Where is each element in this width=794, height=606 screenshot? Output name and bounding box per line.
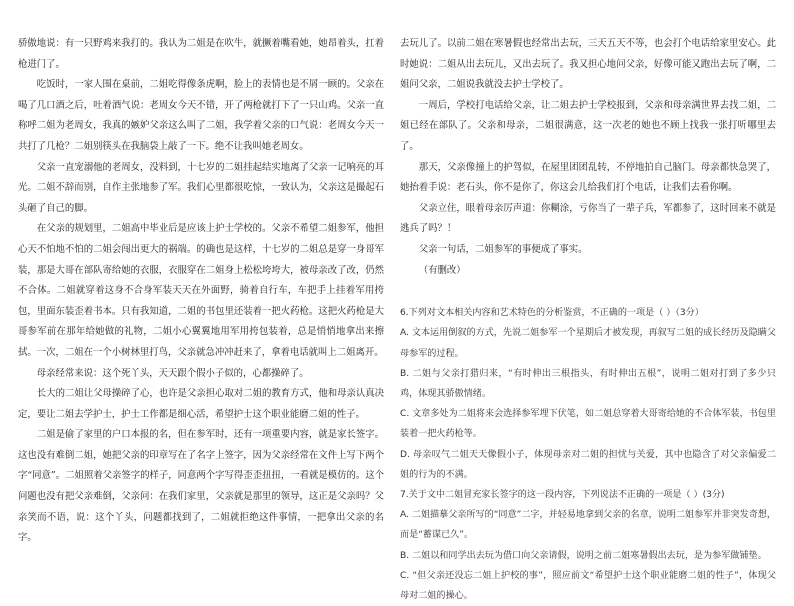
left-paragraph: 吃饭时，一家人围在桌前，二姐吃得像条虎啊，脸上的表情也是不屑一顾的。父亲在喝了几口酒之后，吐着酒气说：老周女今天不错，开了两枪就打下了一只山鸡。父亲一直称呼二姐为老周女，我真的嫉妒父亲这么叫了二姐，我学着父亲的口气说：老周女今天一共打了几枪？二姐别筷头在我脑袋上敲了一下。绝不让我叫她老周女。 bbox=[18, 79, 384, 152]
question-6-option-b: B. 二姐与父亲打猎归来，“有时伸出三根指头，有时伸出五根”，说明二姐对打到了多少只鸡，体现其骄傲情绪。 bbox=[400, 368, 776, 399]
left-column bbox=[18, 34, 384, 549]
question-7-option-a: A. 二姐描摹父亲所写的“同意”二字，并轻易地拿到父亲的名章，说明二姐参军并非突发奇想，而是“蓄谋已久”。 bbox=[400, 510, 776, 541]
right-paragraph: 一周后，学校打电话给父亲，让二姐去护士学校报到，父亲和母亲满世界去找二姐，二姐已经在部队了。父亲和母亲，二姐很满意，这一次老的她也不顾上找我一张打听哪里去了。 bbox=[400, 99, 776, 152]
right-paragraph: 父亲一句话，二姐参军的事便成了事实。 bbox=[418, 243, 588, 255]
right-paragraph: 去玩儿了。以前二姐在寒暑假也经常出去玩，三天五天不等，也会打个电话给家里安心。此时她说：二姐从出去玩儿，又出去玩了。我又担心地问父亲，好像可能又跑出去玩了啊，二姐问父亲，二姐说我就没去护士学校了。 bbox=[400, 38, 776, 91]
right-paragraph: 那天，父亲像撞上的护驾似，在屋里团团乱转，不停地拍自己脑门。母亲都快急哭了，她抬着手说：老石头，你不是你了，你这会儿给我们打个电话，让我们去看你啊。 bbox=[400, 161, 776, 194]
question-6-option-d: D. 母亲叹气二姐天天像假小子，体现母亲对二姐的担忧与关爱，其中也隐含了对父亲偏爱二姐的行为的不满。 bbox=[400, 449, 776, 480]
right-paragraph: 父亲立住，眼着母亲厉声道：你糊涂，亏你当了一辈子兵，军都参了，这时回来不就是逃兵了吗？！ bbox=[400, 202, 776, 235]
left-paragraph: 在父亲的规划里，二姐高中毕业后是应该上护士学校的。父亲不希望二姐参军，他担心天不怕地不怕的二姐会闯出更大的祸端。的确也是这样，十七岁的二姐总是穿一身哥军装，那是大哥在部队寄给她的衣服，衣服穿在二姐身上松松垮垮大，被母亲改了改，仍然不合体。二姐就穿着这身不合身军装天天在外面野，骑着自行车，车把手上挂着军用挎包，里面东装歪着书本。只有我知道，二姐的书包里还装着一把火药枪。这把火药枪是大哥参军前在那年给她做的礼物，二姐小心翼翼地用军用挎包装着，总是悄悄地拿出来擦拭。一次，二姐在一个小树林里打鸟，父亲就急冲冲赶来了，拿着电话就叫上二姐离开。 bbox=[18, 223, 384, 358]
left-paragraph: 父亲一直宠溺他的老周女，没料到，十七岁的二姐挂起结实地离了父亲一记响亮的耳光。二姐不辞而别，自作主张地参了军。我们心里都很吃惊，一致认为，父亲这是撮起石头砸了自己的脚。 bbox=[18, 161, 384, 214]
right-column bbox=[400, 34, 776, 606]
question-7-option-c: C. “但父亲还没忘二姐上护校的事”，照应前文“希望护士这个职业能磨二姐的性子”，体现父母对二姐的操心。 bbox=[400, 570, 776, 601]
question-6-stem: 6.下列对文本相关内容和艺术特色的分析鉴赏，不正确的一项是（ ）（3分） bbox=[400, 308, 704, 319]
question-6-option-c: C. 文章多处为二姐将来会选择参军埋下伏笔，如二姐总穿着大哥寄给她的不合体军装，书包里装着一把火药枪等。 bbox=[400, 409, 776, 440]
source-note: （有删改） bbox=[418, 264, 466, 276]
left-paragraph: 骄傲地说：有一只野鸡来我打的。我认为二姐是在吹牛，就撅着嘴看她，她昂着头，扛着枪进门了。 bbox=[18, 38, 384, 70]
question-7-option-b: B. 二姐以和同学出去玩为借口向父亲请假，说明之前二姐寒暑假出去玩，是为参军做铺垫。 bbox=[400, 550, 767, 561]
question-7-stem: 7.关于文中二姐冒充家长签字的这一段内容，下列说法不正确的一项是（ ）(3分) bbox=[400, 489, 725, 500]
questions-section bbox=[400, 303, 776, 606]
left-paragraph: 长大的二姐让父母操碎了心，也许是父亲担心取对二姐的教育方式，他和母亲认真决定，要让二姐去学护士，护士工作都是细心活，希望护士这个职业能磨二姐的性子。 bbox=[18, 388, 384, 420]
left-paragraph: 二姐是偷了家里的户口本报的名，但在参军时，还有一项重要内容，就是家长签字。这也没有难倒二姐，她把父亲的印章写在了名字上签字，因为父亲经常在文件上写下两个字“同意”。二姐照着父亲签字的样子，同意两个字写得歪歪扭扭，一看就是模仿的。这个问题也没有把父亲难倒，父亲问：在我们家里，父亲就是那里的领导，这正是父亲吗？父亲笑而不语，说：这个丫头，问题都找到了，二姐就拒绝这件事情，一把拿出父亲的名字。 bbox=[18, 429, 384, 544]
question-6-option-a: A. 文本运用倒叙的方式，先说二姐参军一个星期后才被发现，再叙写二姐的成长经历及隐瞒父母参军的过程。 bbox=[400, 328, 776, 359]
left-paragraph: 母亲经常来说：这个死丫头，天天跟个假小子似的，心都操碎了。 bbox=[36, 367, 309, 379]
